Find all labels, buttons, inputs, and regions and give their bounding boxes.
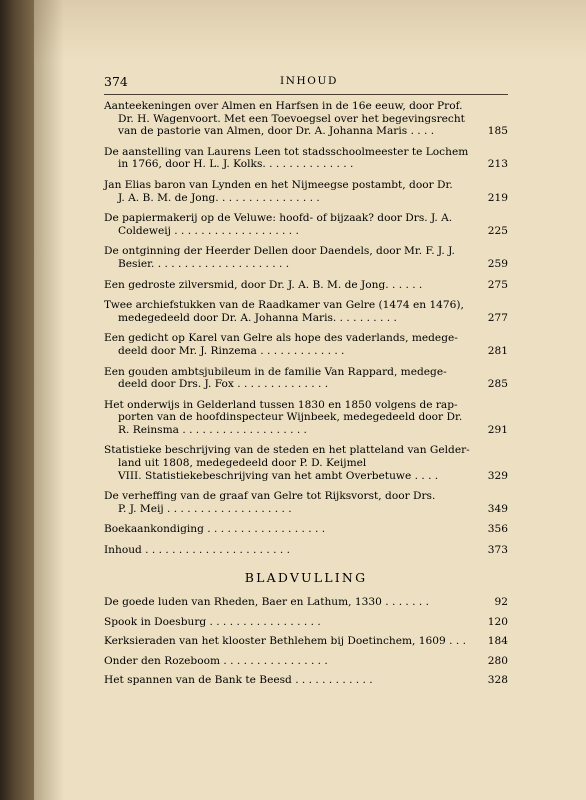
toc-entry-page: 291 — [487, 423, 508, 436]
toc-entry-line: Inhoud . . . . . . . . . . . . . . . . . . . . . . — [104, 544, 290, 557]
toc-entry — [104, 299, 508, 324]
toc-entry-line: Jan Elias baron van Lynden en het Nijmeegse postambt, door Dr. — [104, 178, 453, 191]
toc-entry — [104, 544, 508, 557]
toc-entry-line: De ontginning der Heerder Dellen door Daendels, door Mr. F. J. J. — [104, 245, 455, 258]
toc-entry — [104, 399, 508, 437]
toc-entry — [104, 100, 508, 138]
bladvulling-entry-text: Kerksieraden van het klooster Bethlehem bij Doetinchem, 1609 . . . — [104, 635, 466, 648]
bladvulling-entry-text: Onder den Rozeboom . . . . . . . . . . . . . . . . — [104, 654, 328, 667]
bladvulling-entry-page: 280 — [487, 654, 508, 667]
table-of-contents — [104, 100, 508, 565]
toc-entry — [104, 332, 508, 357]
toc-entry-line: van de pastorie van Almen, door Dr. A. Johanna Maris . . . . — [118, 125, 435, 138]
toc-entry — [104, 212, 508, 237]
toc-entry — [104, 179, 508, 204]
bladvulling-entry-page: 92 — [494, 596, 508, 608]
toc-entry-line: P. J. Meij . . . . . . . . . . . . . . . . . . . — [118, 502, 292, 515]
toc-entry-line: R. Reinsma . . . . . . . . . . . . . . . . . . . — [118, 423, 307, 436]
toc-entry-page: 259 — [487, 257, 508, 270]
bladvulling-entry — [104, 674, 508, 687]
bladvulling-entry-text: Spook in Doesburg . . . . . . . . . . . . . . . . . — [104, 615, 321, 628]
toc-entry-page: 275 — [487, 278, 508, 291]
toc-entry-line: land uit 1808, medegedeeld door P. D. Keijmel — [118, 457, 367, 470]
toc-entry — [104, 523, 508, 536]
toc-entry-page: 213 — [487, 158, 508, 171]
toc-entry-line: J. A. B. M. de Jong. . . . . . . . . . . . . . . . — [118, 191, 320, 204]
toc-entry-line: in 1766, door H. L. J. Kolks. . . . . . . . . . . . . . — [118, 158, 354, 171]
toc-entry-line: De papiermakerij op de Veluwe: hoofd- of bijzaak? door Drs. J. A. — [104, 212, 453, 225]
toc-entry — [104, 146, 508, 171]
toc-entry-line: VIII. Statistiekebeschrijving van het ambt Overbetuwe . . . . — [118, 469, 439, 482]
toc-entry-line: De aanstelling van Laurens Leen tot stadsschoolmeester te Lochem — [104, 145, 469, 158]
toc-entry-page: 285 — [487, 378, 508, 391]
toc-entry-page: 277 — [487, 311, 508, 324]
toc-entry-line: Een gedicht op Karel van Gelre als hope des vaderlands, medege- — [104, 332, 458, 345]
toc-entry — [104, 444, 508, 482]
toc-entry-page: 356 — [487, 523, 508, 536]
toc-entry-page: 373 — [487, 544, 508, 557]
page-header — [104, 74, 504, 92]
page-number: 374 — [104, 74, 128, 89]
toc-entry-line: Dr. H. Wagenvoort. Met een Toevoegsel over het begevingsrecht — [118, 112, 465, 125]
toc-entry-line: Een gedroste zilversmid, door Dr. J. A. B. M. de Jong. . . . . . — [104, 278, 423, 291]
toc-entry-page: 219 — [487, 191, 508, 204]
toc-entry-line: Boekaankondiging . . . . . . . . . . . . . . . . . . — [104, 523, 326, 536]
toc-entry-page: 329 — [487, 469, 508, 482]
toc-entry-line: deeld door Drs. J. Fox . . . . . . . . . . . . . . — [118, 378, 329, 391]
header-rule — [104, 94, 508, 95]
toc-entry — [104, 245, 508, 270]
bladvulling-entry — [104, 616, 508, 629]
toc-entry-line: Statistieke beschrijving van de steden en het platteland van Gelder- — [104, 444, 470, 457]
toc-entry-page: 281 — [487, 344, 508, 357]
toc-entry — [104, 279, 508, 292]
toc-entry-page: 185 — [487, 125, 508, 138]
bladvulling-entry — [104, 635, 508, 648]
toc-entry-line: De verheffing van de graaf van Gelre tot Rijksvorst, door Drs. — [104, 490, 436, 503]
section-title-bladvulling: BLADVULLING — [244, 570, 368, 585]
toc-entry-line: medegedeeld door Dr. A. Johanna Maris. . . . . . . . . . — [118, 311, 397, 324]
bladvulling-entry-page: 120 — [487, 615, 508, 628]
bladvulling-entry-text: Het spannen van de Bank te Beesd . . . . . . . . . . . . — [104, 674, 373, 687]
toc-entry — [104, 366, 508, 391]
toc-entry-line: deeld door Mr. J. Rinzema . . . . . . . . . . . . . — [118, 344, 345, 357]
bladvulling-entry — [104, 655, 508, 668]
toc-entry-line: Het onderwijs in Gelderland tussen 1830 en 1850 volgens de rap- — [104, 398, 458, 411]
toc-entry-line: Besier. . . . . . . . . . . . . . . . . . . . . — [118, 257, 290, 270]
toc-entry — [104, 490, 508, 515]
bladvulling-entry-text: De goede luden van Rheden, Baer en Lathum, 1330 . . . . . . . — [104, 596, 429, 608]
toc-entry-page: 225 — [487, 224, 508, 237]
running-head: INHOUD — [280, 75, 338, 87]
toc-entry-page: 349 — [487, 502, 508, 515]
toc-entry-line: porten van de hoofdinspecteur Wijnbeek, medegedeeld door Dr. — [118, 411, 463, 424]
toc-entry-line: Aanteekeningen over Almen en Harfsen in de 16e eeuw, door Prof. — [104, 100, 463, 112]
bladvulling-entry-page: 184 — [487, 635, 508, 648]
toc-entry-line: Coldeweij . . . . . . . . . . . . . . . . . . . — [118, 224, 299, 237]
bladvulling-list — [104, 596, 508, 694]
bladvulling-entry-page: 328 — [487, 674, 508, 687]
bladvulling-entry — [104, 596, 508, 609]
toc-entry-line: Twee archiefstukken van de Raadkamer van Gelre (1474 en 1476), — [104, 299, 464, 312]
toc-entry-line: Een gouden ambtsjubileum in de familie Van Rappard, medege- — [104, 365, 447, 378]
